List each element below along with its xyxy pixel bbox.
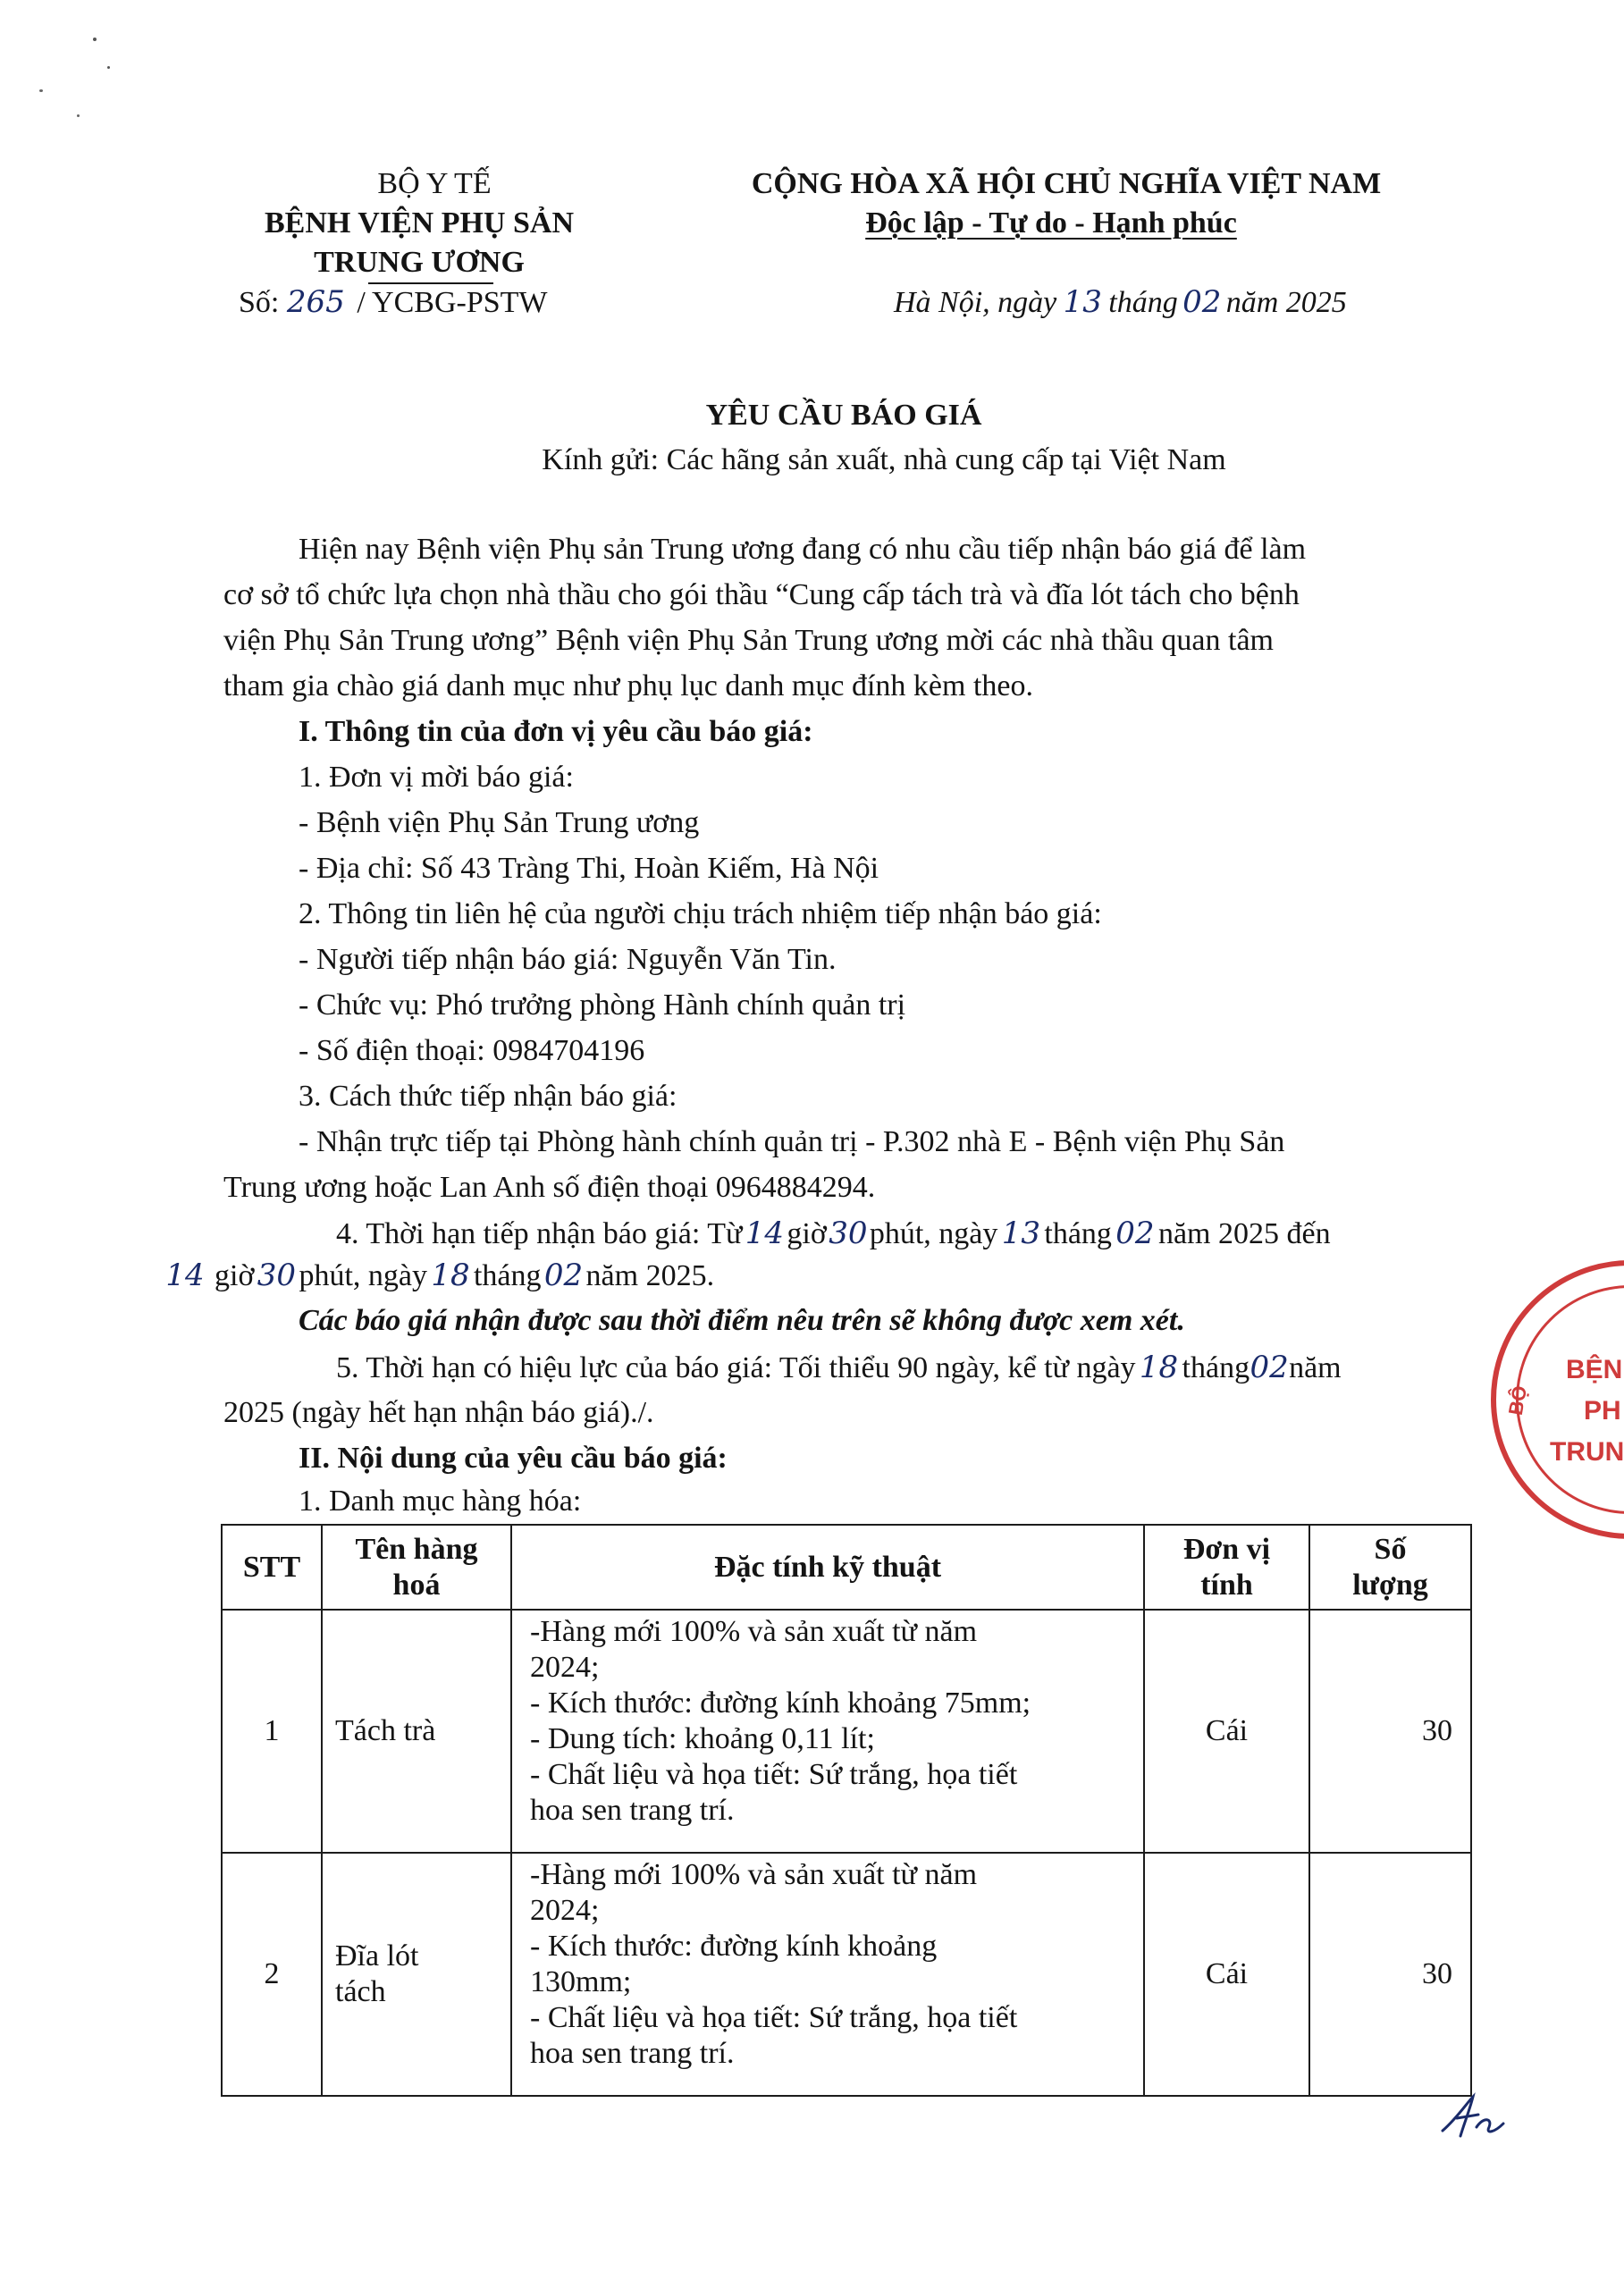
- section1-method-line1: - Nhận trực tiếp tại Phòng hành chính quản trị - P.302 nhà E - Bệnh viện Phụ Sản: [299, 1125, 1285, 1158]
- row-specification: [511, 1853, 1144, 2096]
- table-row: [222, 1853, 1471, 2096]
- item4-label-year: năm 2025 đến: [1157, 1217, 1331, 1250]
- section1-item2: 2. Thông tin liên hệ của người chịu trách nhiệm tiếp nhận báo giá:: [299, 897, 1102, 930]
- spec-line: -Hàng mới 100% và sản xuất từ năm: [530, 1858, 978, 1891]
- recipient-line: Kính gửi: Các hãng sản xuất, nhà cung cấp tại Việt Nam: [542, 443, 1226, 476]
- late-submission-notice: Các báo giá nhận được sau thời điểm nêu trên sẽ không được xem xét.: [299, 1304, 1185, 1337]
- intro-line-1: Hiện nay Bệnh viện Phụ sản Trung ương đang có nhu cầu tiếp nhận báo giá để làm: [299, 533, 1307, 566]
- row-specification: [511, 1610, 1144, 1853]
- date-month-handwritten: 02: [1182, 284, 1222, 320]
- intro-line-4: tham gia chào giá danh mục như phụ lục danh mục đính kèm theo.: [223, 669, 1033, 702]
- section1-org: - Bệnh viện Phụ Sản Trung ương: [299, 806, 700, 839]
- item4-label-hour-end: giờ: [215, 1259, 255, 1292]
- national-motto: Độc lập - Tự do - Hạnh phúc: [865, 206, 1237, 240]
- header-stt: STT: [222, 1525, 322, 1610]
- section1-item5-line1: [336, 1350, 1342, 1386]
- intro-line-2: cơ sở tổ chức lựa chọn nhà thầu cho gói thầu “Cung cấp tách trà và đĩa lót tách cho bệnh: [223, 578, 1300, 611]
- item4-minute-start: 30: [829, 1216, 868, 1251]
- row-stt: 2: [222, 1853, 322, 2096]
- table-header-row: [222, 1525, 1471, 1610]
- item4-label-year-end: năm 2025.: [585, 1259, 715, 1292]
- section1-item4-line1: [336, 1216, 1331, 1252]
- header-unit: Đơn vị tính: [1144, 1525, 1309, 1610]
- item4-label-day-end: phút, ngày: [299, 1259, 427, 1292]
- initials-signature-mark: [1437, 2091, 1509, 2145]
- seal-text-line1: BỆN: [1566, 1355, 1623, 1384]
- header-item-name: Tên hàng hoá: [322, 1525, 511, 1610]
- scan-speck: [77, 114, 80, 117]
- section2-item1: 1. Danh mục hàng hóa:: [299, 1485, 582, 1518]
- item5-label-month: tháng: [1182, 1351, 1250, 1384]
- item4-label-hour: giờ: [787, 1217, 827, 1250]
- date-year: năm 2025: [1225, 286, 1347, 319]
- section1-item3: 3. Cách thức tiếp nhận báo giá:: [299, 1080, 677, 1113]
- hospital-name-line1: BỆNH VIỆN PHỤ SẢN: [264, 206, 575, 240]
- item4-label-day: phút, ngày: [869, 1217, 998, 1250]
- section1-phone: - Số điện thoại: 0984704196: [299, 1034, 645, 1067]
- item4-hour-end: 14: [165, 1258, 205, 1293]
- section1-receiver: - Người tiếp nhận báo giá: Nguyễn Văn Tin.: [299, 943, 837, 976]
- spec-line: - Chất liệu và họa tiết: Sứ trắng, họa tiết: [530, 2001, 1018, 2034]
- item4-month-start: 02: [1115, 1216, 1155, 1251]
- row-stt: 1: [222, 1610, 322, 1853]
- section1-item1: 1. Đơn vị mời báo giá:: [299, 761, 574, 794]
- scan-speck: [107, 66, 110, 69]
- document-number-suffix: / YCBG-PSTW: [349, 286, 548, 319]
- section1-item4-line2: [156, 1258, 714, 1294]
- scan-speck: [93, 38, 97, 41]
- section1-address: - Địa chỉ: Số 43 Tràng Thi, Hoàn Kiếm, Hà Nội: [299, 852, 879, 885]
- item5-prefix: 5. Thời hạn có hiệu lực của báo giá: Tối thiểu 90 ngày, kể từ ngày: [336, 1351, 1136, 1384]
- spec-line: hoa sen trang trí.: [530, 2037, 735, 2070]
- intro-line-3: viện Phụ Sản Trung ương” Bệnh viện Phụ Sản Trung ương mời các nhà thầu quan tâm: [223, 624, 1274, 657]
- spec-line: -Hàng mới 100% và sản xuất từ năm: [530, 1615, 978, 1648]
- spec-line: - Chất liệu và họa tiết: Sứ trắng, họa tiết: [530, 1758, 1018, 1791]
- spec-line: 130mm;: [530, 1965, 632, 1998]
- republic-title: CỘNG HÒA XÃ HỘI CHỦ NGHĨA VIỆT NAM: [751, 167, 1382, 200]
- item4-prefix: 4. Thời hạn tiếp nhận báo giá: Từ: [336, 1217, 743, 1250]
- hospital-name-line2: TRUNG ƯƠNG: [314, 246, 525, 279]
- hospital-seal-stamp: [1491, 1260, 1624, 1539]
- header-specification: Đặc tính kỹ thuật: [511, 1525, 1144, 1610]
- section1-method-line2: Trung ương hoặc Lan Anh số điện thoại 0964884294.: [223, 1171, 876, 1204]
- item4-month-end: 02: [543, 1258, 584, 1293]
- item4-hour-start: 14: [745, 1216, 785, 1251]
- document-title: YÊU CẦU BÁO GIÁ: [705, 399, 982, 432]
- section2-heading: II. Nội dung của yêu cầu báo giá:: [299, 1442, 728, 1475]
- item5-day: 18: [1139, 1350, 1179, 1385]
- seal-text-line2: PH: [1584, 1396, 1621, 1426]
- goods-table: [221, 1524, 1472, 2097]
- date-prefix: Hà Nội, ngày: [894, 286, 1057, 319]
- row-unit: Cái: [1144, 1853, 1309, 2096]
- row-quantity: 30: [1309, 1610, 1471, 1853]
- item5-month: 02: [1250, 1350, 1289, 1385]
- spec-line: - Kích thước: đường kính khoảng: [530, 1930, 938, 1963]
- row-item-name: Tách trà: [322, 1610, 511, 1853]
- spec-line: - Dung tích: khoảng 0,11 lít;: [530, 1722, 875, 1755]
- ministry-name: BỘ Y TẾ: [377, 167, 492, 200]
- row-unit: Cái: [1144, 1610, 1309, 1853]
- spec-line: 2024;: [530, 1651, 600, 1684]
- seal-text-line3: TRUN: [1550, 1437, 1624, 1467]
- document-date: [894, 284, 1347, 321]
- item4-day-start: 13: [1001, 1216, 1041, 1251]
- date-day-handwritten: 13: [1063, 284, 1102, 320]
- header-quantity: Số lượng: [1309, 1525, 1471, 1610]
- item4-minute-end: 30: [257, 1258, 297, 1293]
- document-number-handwritten: 265: [286, 284, 345, 320]
- item4-label-month: tháng: [1044, 1217, 1112, 1250]
- item4-day-end: 18: [431, 1258, 470, 1293]
- document-number: [239, 284, 548, 321]
- seal-side-text: BỘ: [1503, 1384, 1532, 1417]
- item5-label-year: năm: [1289, 1351, 1342, 1384]
- row-quantity: 30: [1309, 1853, 1471, 2096]
- row-item-name: Đĩa lót tách: [322, 1853, 511, 2096]
- table-row: [222, 1610, 1471, 1853]
- spec-line: - Kích thước: đường kính khoảng 75mm;: [530, 1687, 1031, 1720]
- section1-position: - Chức vụ: Phó trưởng phòng Hành chính quản trị: [299, 988, 906, 1022]
- section1-heading: I. Thông tin của đơn vị yêu cầu báo giá:: [299, 715, 813, 748]
- item4-label-month-end: tháng: [473, 1259, 542, 1292]
- date-month-label: tháng: [1108, 286, 1178, 319]
- spec-line: 2024;: [530, 1894, 600, 1927]
- document-number-prefix: Số:: [239, 286, 287, 319]
- section1-item5-line2: 2025 (ngày hết hạn nhận báo giá)./.: [223, 1396, 654, 1429]
- spec-line: hoa sen trang trí.: [530, 1794, 735, 1827]
- scan-speck: [39, 89, 43, 92]
